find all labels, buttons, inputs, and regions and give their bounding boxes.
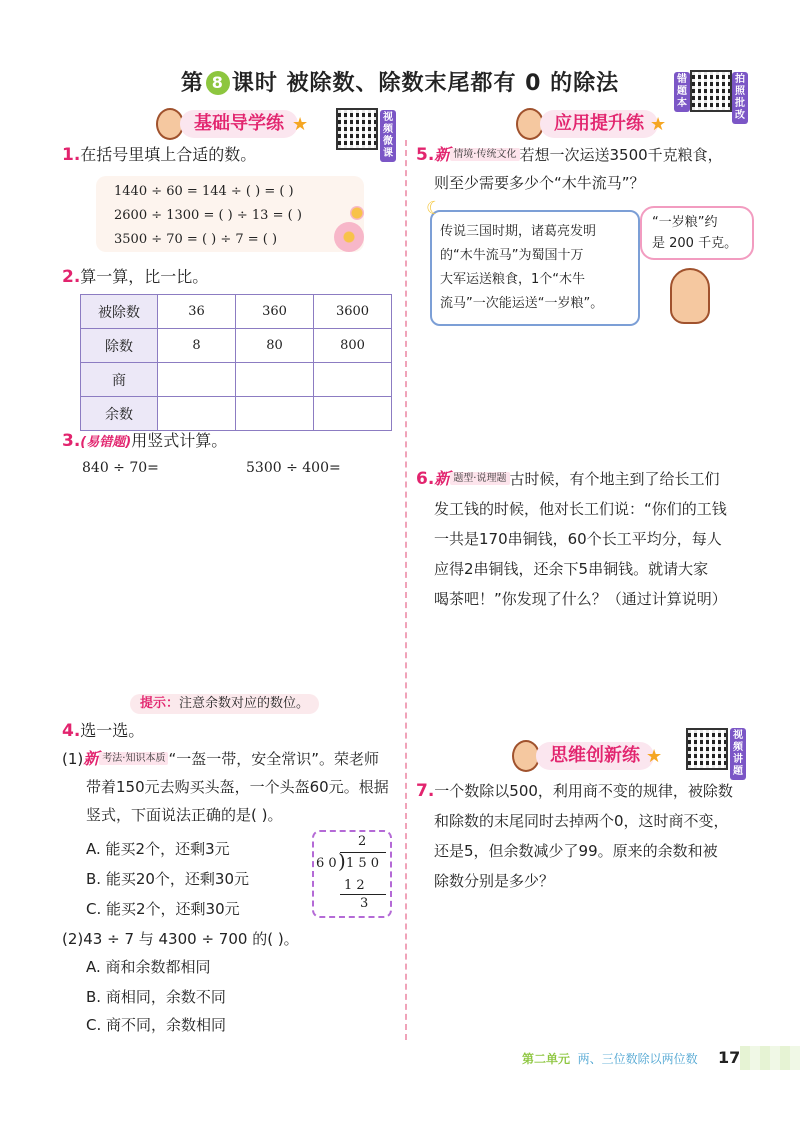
q3-text: 用竖式计算。 — [131, 431, 228, 450]
error-prone-tag: (易错题) — [80, 435, 132, 450]
table-row — [81, 295, 392, 329]
q6-line1 — [416, 464, 720, 494]
story-line: 流马”一次能运送“一岁粮”。 — [440, 296, 604, 311]
boy-character-icon — [670, 268, 710, 324]
cell: 800 — [314, 329, 392, 363]
story-box — [430, 210, 640, 326]
q5-text-a: 若想一次运送3500千克粮食， — [519, 146, 723, 164]
q4-part1-number: (1) — [62, 750, 84, 768]
division-bracket: ) — [338, 849, 346, 873]
q2-text: 算一算，比一比。 — [80, 267, 209, 286]
new-tag: 新 — [434, 469, 451, 488]
q1-text: 在括号里填上合适的数。 — [80, 145, 257, 164]
story-line: 大军运送粮食，1个“木牛 — [440, 272, 586, 287]
row-head: 商 — [81, 363, 158, 397]
q6-text: 古时候，有个地主到了给长工们 — [509, 470, 720, 488]
flower-icon — [334, 222, 364, 252]
option-item[interactable]: A. 能买2个，还剩3元 — [86, 840, 230, 858]
table-row — [81, 329, 392, 363]
q4-part2: (2)43 ÷ 7 与 4300 ÷ 700 的( )。 — [62, 930, 299, 948]
story-line: 的“木牛流马”为蜀国十万 — [440, 248, 584, 263]
answer-cell[interactable] — [314, 397, 392, 431]
answer-cell[interactable] — [236, 397, 314, 431]
hint-label: 提示： — [140, 696, 180, 711]
q7-line: 和除数的末尾同时去掉两个0，这时商不变， — [434, 812, 729, 830]
footer-unit: 第二单元 — [522, 1052, 571, 1066]
option-item[interactable]: A. 商和余数都相同 — [86, 958, 211, 976]
story-text — [440, 220, 603, 316]
page-number: 17 — [718, 1048, 741, 1067]
q5-number: 5. — [416, 145, 435, 165]
q6-line: 一共是170串铜钱，60个长工平均分，每人 — [434, 530, 722, 548]
section-thinking: 思维创新练 — [536, 742, 654, 770]
q5-line1 — [416, 140, 723, 170]
hint-box — [130, 694, 319, 714]
row-head: 除数 — [81, 329, 158, 363]
q3-heading — [62, 426, 227, 458]
remainder: 3 — [360, 896, 369, 911]
photo-correct-tag: 拍照批改 — [732, 72, 748, 124]
option-item[interactable]: C. 能买2个，还剩30元 — [86, 900, 240, 918]
footer-topic: 两、三位数除以两位数 — [577, 1052, 698, 1066]
q1-number: 1. — [62, 145, 81, 165]
knowledge-tag: 考法·知识本质 — [99, 752, 168, 765]
subtract-line — [340, 894, 386, 895]
video-lesson-tag: 视频微课 — [380, 110, 396, 162]
dividend: 1 5 0 — [346, 856, 380, 871]
q7-text: 一个数除以500，利用商不变的规律，被除数 — [434, 782, 733, 800]
new-tag: 新 — [434, 145, 451, 164]
hint-text: 注意余数对应的数位。 — [179, 696, 310, 711]
bubble-line: “一岁粮”约 — [652, 215, 718, 230]
bubble-text — [652, 212, 737, 254]
q4-number: 4. — [62, 721, 81, 741]
column-divider — [405, 140, 407, 1040]
divisor: 6 0 — [316, 856, 337, 871]
star-icon: ★ — [646, 746, 663, 767]
wrong-book-tag: 错题本 — [674, 72, 690, 112]
answer-cell[interactable] — [314, 363, 392, 397]
option-item[interactable]: B. 能买20个，还剩30元 — [86, 870, 250, 888]
qr-code-icon[interactable] — [690, 70, 732, 112]
cell: 8 — [158, 329, 236, 363]
q2-table — [80, 294, 392, 431]
product: 1 2 — [344, 878, 365, 893]
table-row — [81, 363, 392, 397]
answer-cell[interactable] — [236, 363, 314, 397]
star-icon: ★ — [292, 114, 309, 135]
q6-line: 喝茶吧！”你发现了什么？（通过计算说明） — [434, 590, 727, 608]
title-prefix: 第 — [180, 71, 204, 96]
qr-code-icon[interactable] — [336, 108, 378, 150]
q7-line: 还是5，但余数减少了99。原来的余数和被 — [434, 842, 718, 860]
video-explain-tag: 视频讲题 — [730, 728, 746, 780]
q4-part1-line1 — [62, 744, 379, 774]
option-item[interactable]: B. 商相同，余数不同 — [86, 988, 226, 1006]
q4-text: 选一选。 — [80, 721, 145, 740]
q1-line: 2600 ÷ 1300 = ( ) ÷ 13 = ( ) — [114, 208, 302, 223]
row-head: 余数 — [81, 397, 158, 431]
q1-heading — [62, 140, 256, 170]
q6-line: 发工钱的时候，他对长工们说：“你们的工钱 — [434, 500, 727, 518]
row-head: 被除数 — [81, 295, 158, 329]
long-division-box — [312, 830, 392, 918]
moon-icon: ☾ — [426, 198, 443, 219]
q4-part1-text: “一盔一带，安全常识”。荣老师 — [168, 750, 379, 768]
q4-part1-line2: 带着150元去购买头盔，一个头盔60元。根据 — [86, 778, 389, 796]
q7-line: 除数分别是多少？ — [434, 872, 555, 890]
story-line: 传说三国时期，诸葛亮发明 — [440, 224, 597, 239]
bubble-line: 是 200 千克。 — [652, 236, 738, 251]
cell: 3600 — [314, 295, 392, 329]
q2-heading — [62, 262, 208, 292]
lesson-number: 8 — [206, 71, 230, 95]
q2-number: 2. — [62, 267, 81, 287]
q1-line: 3500 ÷ 70 = ( ) ÷ 7 = ( ) — [114, 232, 278, 247]
q5-line2: 则至少需要多少个“木牛流马”？ — [434, 174, 645, 192]
type-tag: 题型·说理题 — [450, 472, 509, 485]
q4-heading — [62, 716, 144, 746]
q6-line: 应得2串铜钱，还余下5串铜钱。就请大家 — [434, 560, 709, 578]
division-bar — [340, 852, 386, 853]
answer-cell[interactable] — [158, 363, 236, 397]
section-apply: 应用提升练 — [540, 110, 658, 138]
footer-bar — [740, 1046, 800, 1070]
context-tag: 情境·传统文化 — [450, 148, 519, 161]
new-tag: 新 — [83, 749, 100, 768]
speech-bubble — [640, 206, 754, 260]
star-icon: ★ — [650, 114, 667, 135]
footer-caption — [522, 1050, 698, 1067]
cell: 80 — [236, 329, 314, 363]
title-text: 课时 被除数、除数末尾都有 0 的除法 — [231, 71, 620, 96]
q4-part1-line3: 竖式，下面说法正确的是( )。 — [86, 806, 283, 824]
q3-expr-2: 5300 ÷ 400= — [246, 460, 341, 476]
cell: 360 — [236, 295, 314, 329]
option-item[interactable]: C. 商不同，余数相同 — [86, 1016, 227, 1034]
q3-expr-1: 840 ÷ 70= — [82, 460, 159, 476]
q7-line1 — [416, 776, 733, 806]
q3-number: 3. — [62, 431, 81, 451]
q1-line: 1440 ÷ 60 = 144 ÷ ( ) = ( ) — [114, 184, 294, 199]
cell: 36 — [158, 295, 236, 329]
quotient: 2 — [358, 834, 367, 849]
section-basic: 基础导学练 — [180, 110, 298, 138]
flower-icon — [350, 206, 364, 220]
q6-number: 6. — [416, 469, 435, 489]
qr-code-icon[interactable] — [686, 728, 728, 770]
q7-number: 7. — [416, 781, 435, 801]
